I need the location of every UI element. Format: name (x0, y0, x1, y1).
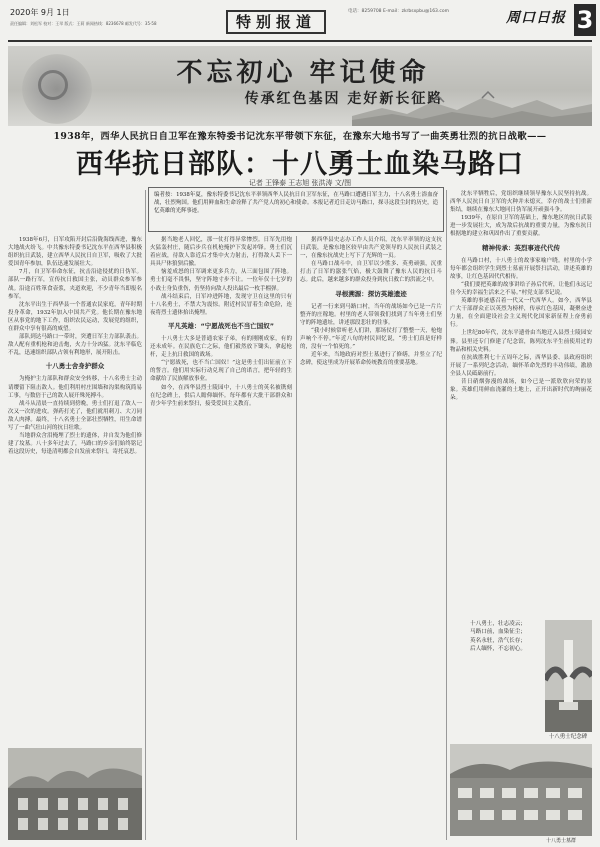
body-paragraph: 恼羞成怒的日军调来更多兵力，从三面包围了阵地。勇士们毫不畏惧，坚守阵地寸步不让。一位年仅十七岁的小战士身负重伤，仍坚持向敌人投出最后一枚手榴弹。 (150, 269, 292, 292)
kicker: 1938年，西华人民抗日自卫军在豫东特委书记沈东平带领下东征，在豫东大地书写了一曲英勇壮烈的抗日战歌—— (53, 131, 547, 142)
headline: 西华抗日部队：十八勇士血染马路口 (76, 149, 524, 180)
tombs-graphic (450, 744, 592, 836)
body-paragraph: 昔日硝烟弥漫的战场，如今已是一派欣欣向荣的景象。英雄们用鲜血浇灌的土地上，正开出新时代的绚丽花朵。 (450, 378, 592, 402)
masthead-rule (8, 40, 592, 42)
section-subhead-1: 十八勇士舍身护群众 (45, 362, 105, 371)
editorial-credits: 责任编辑：刘松军 校对：王翠 版式：王莉 新闻热线：8236678 邮发代号：35-58 (10, 21, 157, 26)
column-divider (145, 190, 146, 840)
body-paragraph: 在马路口村，十八勇士的故事家喻户晓。村里的小学每年都会组织学生到烈士墓前开展祭扫活动，讲述英雄的故事，让红色基因代代相传。 (450, 257, 592, 280)
section-subhead-2: 平凡英雄：“宁愿战死也不当亡国奴” (167, 321, 275, 330)
body-paragraph: 为掩护主力部队和群众安全转移，十八名勇士主动请缨留下阻击敌人。他们利用村庄围墙和沟渠构筑简易工事，与数倍于己的敌人展开殊死搏斗。 (8, 376, 142, 399)
body-paragraph: 英雄的事迹感召着一代又一代西华人。如今，西华县广大干部群众正以英烈为榜样，传承红色基因，凝聚奋进力量，在全面建设社会主义现代化国家新征程上奋勇前行。 (450, 298, 592, 329)
body-paragraph: 在马路口战斗中，自卫军以少胜多、英勇顽强，沉重打击了日军的嚣张气焰，极大鼓舞了豫东人民的抗日斗志。此后，越来越多的群众投身到抗日救亡的洪流之中。 (300, 261, 442, 284)
body-paragraph: 沈东平出生于西华县一个普通农民家庭，青年时期投身革命，1932年加入中国共产党。他长期在豫东地区从事党的地下工作，组织农民运动，发展党的组织，在群众中享有很高的威望。 (8, 301, 142, 333)
body-paragraph: 近年来，当地政府对烈士墓进行了修缮，并竖立了纪念碑，使这里成为开展革命传统教育的重要基地。 (300, 352, 442, 367)
great-wall-illustration (352, 90, 592, 126)
body-paragraph: 部队到达马路口一带时，突遭日军主力部队袭击。敌人配有重机枪和迫击炮，火力十分凶猛。沈东平临危不乱，迅速组织部队占领有利地形，展开阻击。 (8, 334, 142, 357)
body-paragraph: 据当地老人回忆，那一仗打得异常惨烈。日军先用炮火猛轰村庄，随后步兵在机枪掩护下发起冲锋。勇士们沉着应战，待敌人靠近后才集中火力射击，打得敌人丢下一具具尸体狼狈后撤。 (150, 237, 292, 268)
body-paragraph: 在抗战胜利七十五周年之际，西华县委、县政府组织开展了一系列纪念活动，缅怀革命先烈的丰功伟绩，激励全县人民砥砺前行。 (450, 354, 592, 377)
tombs-photo-caption: 十八勇士墓群 (545, 838, 576, 844)
editor-note-text: 编者按：1938年夏，豫东特委书记沈东平率领西华人民抗日自卫军东征，在马路口遭遇日军主力，十八名勇士浴血奋战，壮烈殉国。他们用鲜血和生命诠释了共产党人的初心和使命。本报记者近日走访马路口，探寻这段尘封的历史，追忆英雄的光辉事迹。 (154, 192, 438, 215)
body-paragraph: 十八勇士大多是普通农家子弟，有的刚刚成家，有的还未成年。在民族危亡之际，他们毅然放下锄头，拿起枪杆，走上抗日救国的战场。 (150, 335, 292, 359)
article-column-4 (450, 190, 592, 616)
body-paragraph: 7月，自卫军奉命东征，抗击沿途侵扰的日伪军。部队一路行军，宣传抗日救国主张，动员群众参军参战。沿途百姓箪食壶浆，夹道欢迎，不少青年当即报名参军。 (8, 269, 142, 300)
body-paragraph: 沈东平牺牲后，党组织继续领导豫东人民坚持抗战。西华人民抗日自卫军的火种并未熄灭，幸存的战士们重新集结，继续在豫东大地同日伪军展开顽强斗争。 (450, 191, 592, 214)
column-divider (446, 190, 447, 840)
paper-logo: 周口日报 (506, 10, 566, 26)
poem-line: 马路口前，血染征尘； (470, 629, 526, 636)
section-title: 特别报道 (226, 10, 326, 34)
masthead (8, 4, 592, 42)
monument-photo (545, 620, 592, 732)
emblem-ring-icon (38, 70, 68, 100)
poem-line: 英名永驻，浩气长存； (470, 637, 526, 644)
issue-date: 2020年 9月 1日 (10, 8, 70, 17)
poem-line: 后人缅怀，不忘初心。 (470, 646, 526, 653)
theme-banner (8, 46, 592, 126)
tombs-photo (450, 744, 592, 836)
body-paragraph: 1939年，在原自卫军的基础上，豫东地区的抗日武装进一步发展壮大，成为敌后抗战的重要力量，为豫东抗日根据地的建立和巩固作出了重要贡献。 (450, 215, 592, 238)
body-paragraph: 如今，在西华县烈士陵园中，十八勇士的英名被镌刻在纪念碑上，供后人瞻仰缅怀。每年都有大批干部群众和青少年学生前来祭扫，接受爱国主义教育。 (150, 384, 292, 407)
body-paragraph: 战斗结束后，日军冲进阵地，发现守卫在这里的只有十八名勇士，不禁大为震惊。附近村民冒着生命危险，连夜将烈士遗体抬出掩埋。 (150, 293, 292, 316)
cemetery-photo-small (8, 748, 142, 840)
article-column-2 (150, 236, 292, 840)
monument-photo-caption: 十八勇士纪念碑 (548, 734, 588, 740)
banner-title: 不忘初心 牢记使命 (176, 58, 430, 88)
page-number: 3 (574, 4, 596, 36)
banner-subtitle: 传承红色基因 走好新长征路 (244, 91, 444, 107)
body-paragraph: 据西华县史志办工作人员介绍，沈东平率领的这支抗日武装，是豫东地区较早由共产党领导的人民抗日武装之一，在豫东抗战史上写下了光辉的一页。 (300, 237, 442, 260)
section-subhead-3: 寻根溯源：探访英雄遗迹 (335, 289, 407, 298)
body-paragraph: “宁愿战死，也不当亡国奴！”这是勇士们出征前立下的誓言。他们用实际行动兑现了自己的诺言，把年轻的生命献给了民族解放事业。 (150, 360, 292, 383)
contact-info: 电话：8259708 E-mail：zkrbsxpbu@163.com (348, 9, 449, 14)
body-paragraph: 记者一行来到马路口村，当年的战场如今已是一片片整齐的庄稼地。村里的老人带领我们找到了当年勇士们坚守的阵地遗址，讲述那段悲壮的往事。 (300, 303, 442, 326)
memorial-poem (470, 620, 540, 710)
body-paragraph: 战斗从清晨一直持续到傍晚，勇士们打退了敌人一次又一次的进攻。弹药打光了，他们就用刺刀、大刀同敌人肉搏。最终，十八名勇士全部壮烈牺牲，用生命谱写了一曲气壮山河的抗日壮歌。 (8, 400, 142, 431)
editor-note-box (148, 187, 444, 232)
section-subhead-4: 精神传承：英烈事迹代代传 (482, 243, 560, 252)
article-column-3 (300, 236, 442, 840)
body-paragraph: “我们要把英雄的故事讲给子孙后代听，让他们永远记住今天的幸福生活来之不易。”村党支部书记说。 (450, 281, 592, 296)
monument-graphic (545, 620, 592, 732)
column-divider (296, 236, 297, 840)
byline: 记者 王锋泰 王志旭 张洪涛 文/图 (248, 179, 352, 187)
body-paragraph: 上世纪80年代，沈东平遗骨由当地迁入县烈士陵园安葬。县里还专门修建了纪念馆，陈列沈东平生前使用过的物品和相关史料。 (450, 330, 592, 353)
body-paragraph: 当地群众含泪掩埋了烈士的遗体，并自发为他们修建了坟墓。八十多年过去了，马路口的乡亲们始终铭记着这段历史，每逢清明都会自发前来祭扫，寄托哀思。 (8, 433, 142, 456)
body-paragraph: 1938年6月，日军攻陷开封后沿陇海线西进，豫东大地战火纷飞。中共豫东特委书记沈东平在西华县积极组织抗日武装，建立西华人民抗日自卫军，吸收了大批爱国青年参加，队伍迅速发展壮大。 (8, 237, 142, 268)
body-paragraph: “我小时候常听老人们讲，那场仗打了整整一天，枪炮声响个不停。”年近八旬的村民回忆说，“勇士们真是好样的，没有一个怕死的。” (300, 327, 442, 351)
poem-line: 十八勇士，壮志凌云； (470, 621, 526, 627)
cemetery-photo-graphic (8, 748, 142, 840)
